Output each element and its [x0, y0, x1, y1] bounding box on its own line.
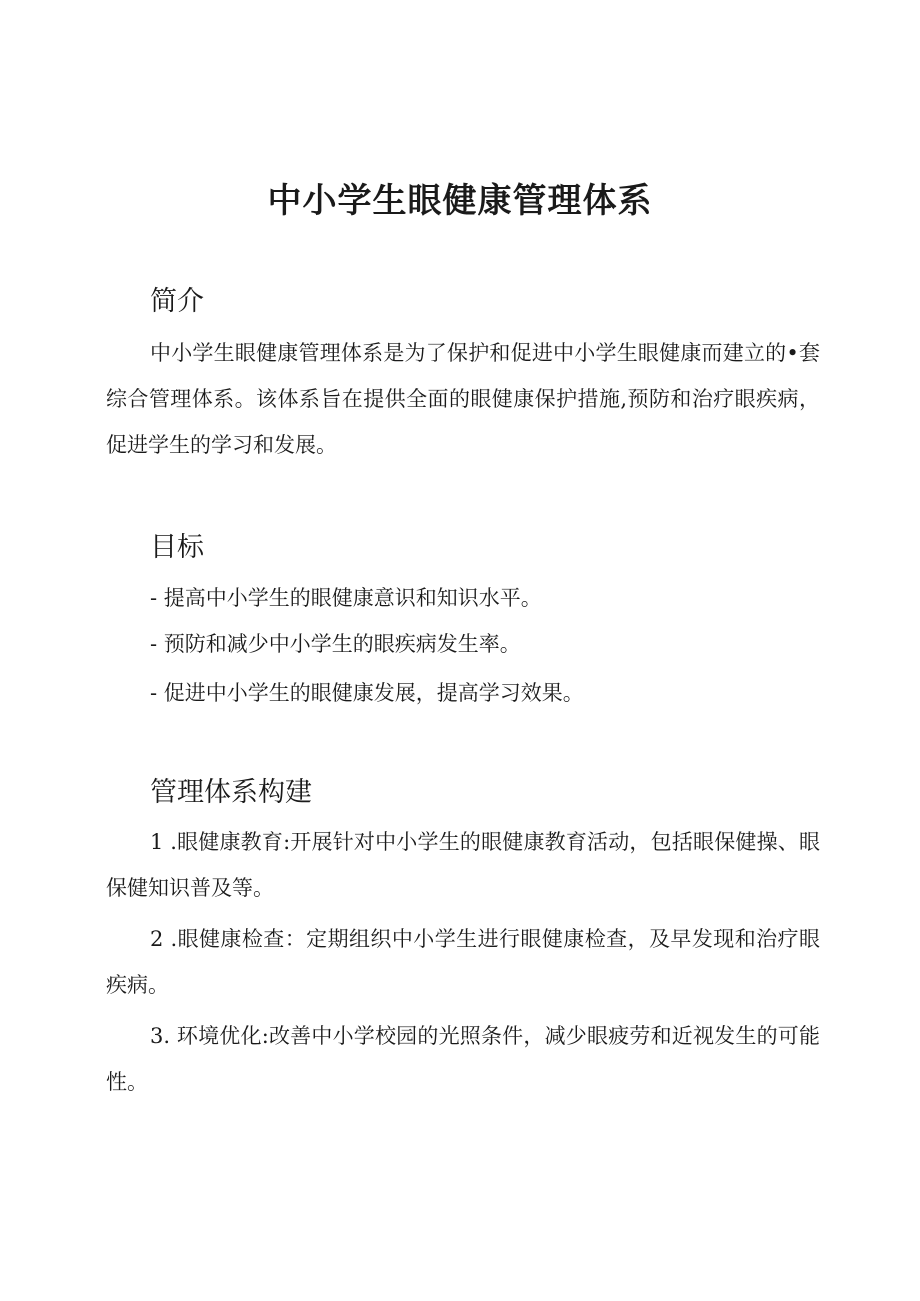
goal-item-1: - 提高中小学生的眼健康意识和知识水平。: [150, 586, 542, 610]
goal-item-2: - 预防和减少中小学生的眼疾病发生率。: [150, 632, 521, 656]
intro-paragraph: 中小学生眼健康管理体系是为了保护和促进中小学生眼健康而建立的•套综合管理体系。该体系旨在提供全面的眼健康保护措施,预防和治疗眼疾病，促进学生的学习和发展。: [106, 341, 820, 457]
construction-item-1: 1 .眼健康教育:开展针对中小学生的眼健康教育活动，包括眼保健操、眼保健知识普及等。: [106, 830, 820, 900]
intro-heading: 简介: [150, 286, 204, 317]
goal-item-3: - 促进中小学生的眼健康发展，提高学习效果。: [150, 681, 584, 705]
goals-heading: 目标: [150, 532, 204, 563]
document-title: 中小学生眼健康管理体系: [267, 181, 653, 221]
construction-item-2: 2 .眼健康检查：定期组织中小学生进行眼健康检查，及早发现和治疗眼疾病。: [106, 927, 820, 997]
construction-heading: 管理体系构建: [150, 777, 312, 808]
construction-item-3: 3. 环境优化:改善中小学校园的光照条件，减少眼疲劳和近视发生的可能性。: [106, 1024, 820, 1094]
